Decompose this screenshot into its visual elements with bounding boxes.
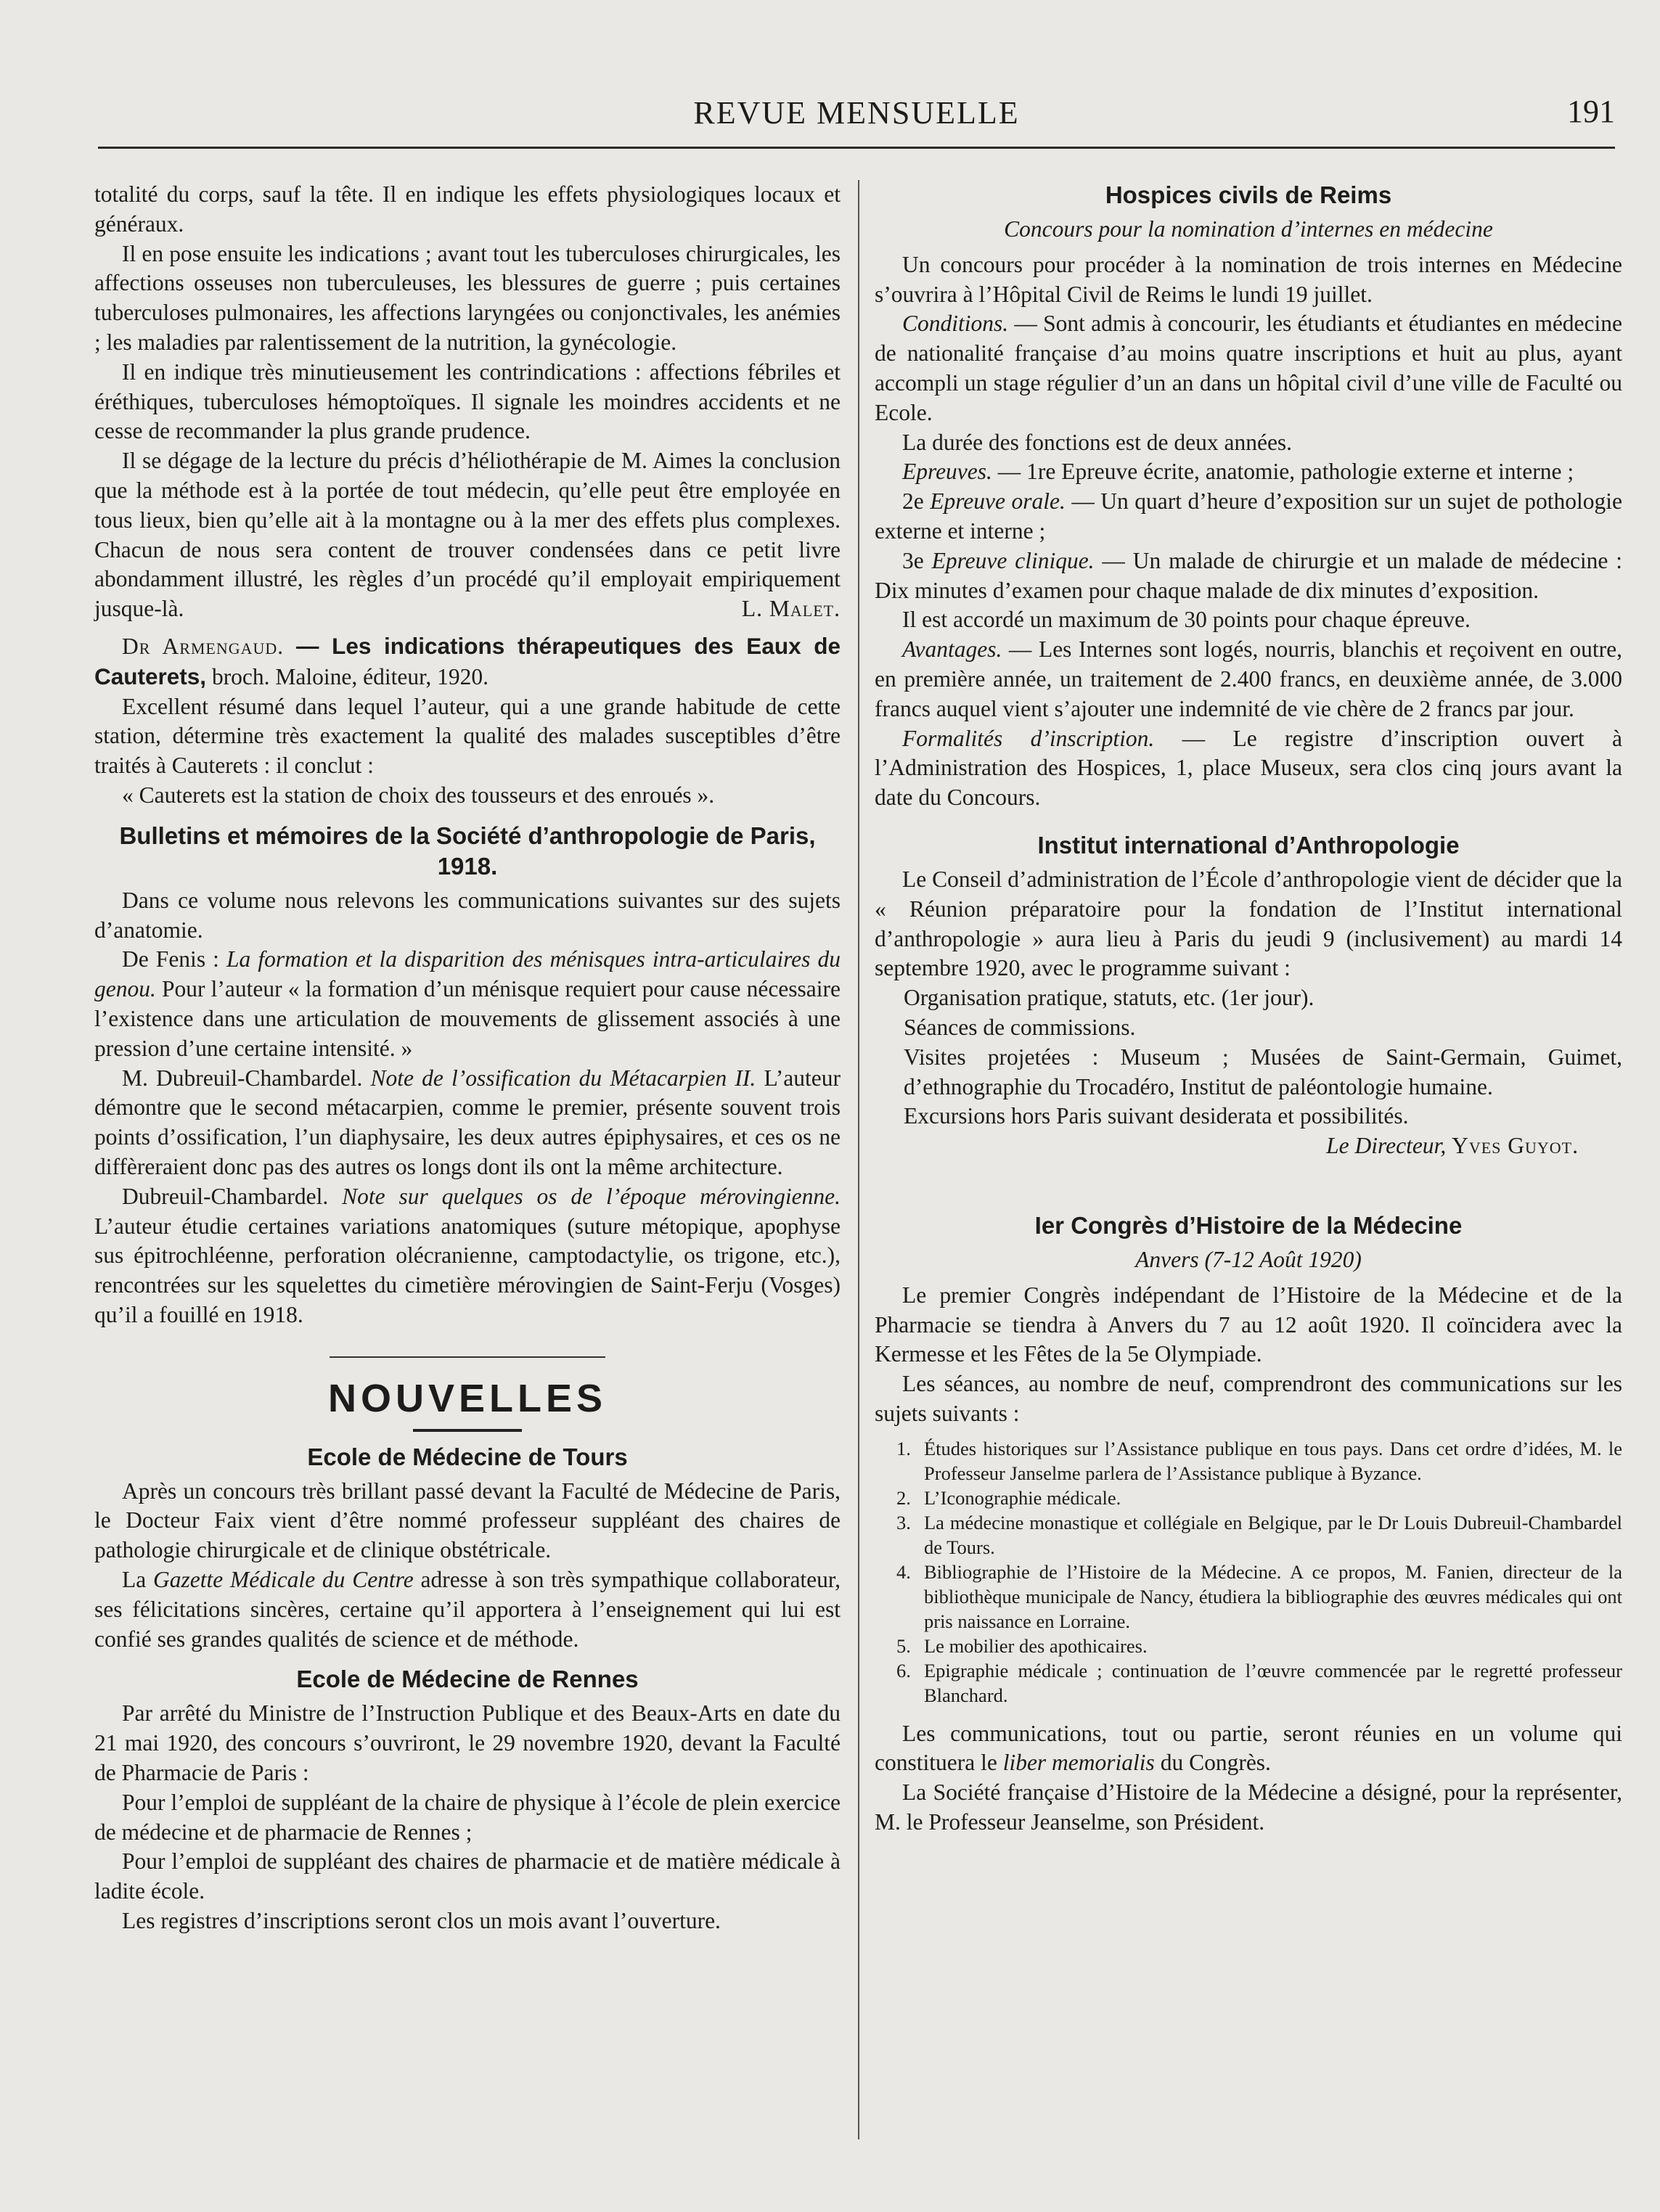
book-title: liber memorialis [1002, 1750, 1155, 1776]
communication-entry [94, 1064, 841, 1182]
section-subtitle: Anvers (7-12 Août 1920) [1135, 1246, 1362, 1272]
paragraph: Il est accordé un maximum de 30 points pour chaque épreuve. [902, 607, 1471, 633]
review-entry [94, 631, 841, 692]
divider-rule [413, 1429, 522, 1432]
paragraph: Le premier Congrès indépendant de l’Histoire de la Médecine et de la Pharmacie se tiendra à Anvers du 7 au 12 août 1920. Il coïncidera avec la Kermesse et les Fêtes de la 5e Olympiade. [875, 1282, 1622, 1367]
signature-role: Le Directeur, [1326, 1133, 1447, 1159]
paragraph: Il en pose ensuite les indications ; avant tout les tuberculoses chirurgicales, les affections osseuses non tuberculeuses, les blessures de guerre ; puis certaines tuberculoses pulmonaires, les affections laryngées ou conjonctivales, les anémies ; les maladies par ralentissement de la nutrition, la gynécologie. [94, 240, 841, 355]
paragraph: Pour l’emploi de suppléant de la chaire de physique à l’école de plein exercice de médecine et de pharmacie de Rennes ; [94, 1789, 841, 1845]
review-title: — Les indications thérapeutiques des Eaux de Cauterets, [94, 632, 841, 689]
program-item: Organisation pratique, statuts, etc. (1er jour). [904, 985, 1314, 1011]
header-rule [98, 147, 1615, 149]
paragraph: Le Conseil d’administration de l’École d’anthropologie vient de décider que la « Réunion préparatoire pour la fondation de l’Institut international d’anthropologie » aura lieu à Paris du jeudi 9 (inclusivement) au mardi 14 septembre 1920, avec le programme suivant : [875, 866, 1622, 981]
communication-author: De Fenis : [122, 946, 219, 972]
spacer [94, 624, 841, 631]
list-item [875, 1658, 1622, 1708]
paragraph [875, 724, 1622, 813]
section-heading: Ecole de Médecine de Rennes [296, 1666, 639, 1693]
paragraph [875, 1719, 1622, 1779]
paragraph [875, 635, 1622, 724]
paragraph: Dans ce volume nous relevons les communications suivantes sur des sujets d’anatomie. [94, 887, 841, 943]
paragraph-text: Les communications, tout ou partie, seront réunies en un volume qui constituera le [875, 1720, 1622, 1776]
ordinal: 2e [902, 488, 924, 515]
paragraph-text: — Un malade de chirurgie et un malade de médecine : Dix minutes d’examen pour chaque malade de dix minutes d’exposition. [875, 547, 1623, 603]
communication-text: L’auteur étudie certaines variations anatomiques (suture métopique, apophyse sus épitrochléenne, perforation olécranienne, camptodactylie, os trigone, etc.), rencontrées sur les squelettes du cimetière mérovingien de Saint-Ferju (Vosges) qu’il a fouillé en 1918. [94, 1213, 841, 1327]
program-item: Visites projetées : Museum ; Musées de Saint-Germain, Guimet, d’ethnographie du Trocadéro, Institut de paléontologie humaine. [904, 1044, 1622, 1099]
program-item: Séances de commissions. [904, 1014, 1136, 1040]
nouvelles-heading: NOUVELLES [327, 1376, 608, 1420]
paragraph [94, 446, 841, 624]
ordinal: 3e [902, 547, 924, 573]
paragraph: totalité du corps, sauf la tête. Il en indique les effets physiologiques locaux et généraux. [94, 181, 841, 237]
paragraph: Les registres d’inscriptions seront clos un mois avant l’ouverture. [122, 1908, 721, 1934]
communication-text: L’auteur démontre que le second métacarpien, comme le premier, présente souvent trois points d’ossification, l’un diaphysaire, les deux autres épiphysaires, et ces os ne diffèreraient donc pas des autres os longs dont ils ont la même architecture. [94, 1065, 841, 1179]
left-column [94, 180, 841, 1936]
section-heading: Hospices civils de Reims [1105, 181, 1392, 208]
congress-topics-list [875, 1436, 1622, 1708]
paragraph-text: — 1re Epreuve écrite, anatomie, pathologie externe et interne ; [997, 459, 1574, 485]
list-item-text: Études historiques sur l’Assistance publique en tous pays. Dans cet ordre d’idées, M. le Professeur Janselme parlera de l’Assistance publique à Byzance. [924, 1437, 1622, 1484]
list-item-text: Le mobilier des apothicaires. [924, 1634, 1148, 1657]
paragraph: La durée des fonctions est de deux années. [902, 429, 1293, 455]
paragraph-text: — Le registre d’inscription ouvert à l’Administration des Hospices, 1, place Museux, sera clos cinq jours avant la date du Concours. [875, 725, 1622, 811]
paragraph-text: La [122, 1567, 147, 1593]
list-number: 3. [896, 1511, 911, 1533]
label: Conditions. [902, 311, 1009, 337]
divider-rule [330, 1356, 605, 1358]
list-item-text: La médecine monastique et collégiale en Belgique, par le Dr Louis Dubreuil-Chambardel de Tours. [924, 1511, 1622, 1558]
communication-entry [94, 1182, 841, 1330]
paragraph: Excellent résumé dans lequel l’auteur, qui a une grande habitude de cette station, détermine très exactement la qualité des malades susceptibles d’être traités à Cauterets : il conclut : [94, 693, 841, 779]
paragraph: Pour l’emploi de suppléant des chaires de pharmacie et de matière médicale à ladite école. [94, 1848, 841, 1904]
review-publisher: broch. Maloine, éditeur, 1920. [211, 663, 488, 689]
paragraph: Après un concours très brillant passé devant la Faculté de Médecine de Paris, le Docteur Faix vient d’être nommé professeur suppléant des chaires de pathologie chirurgicale et de clinique obstétricale. [94, 1478, 841, 1563]
communication-text: Pour l’auteur « la formation d’un ménisque requiert pour cause nécessaire l’existence dans une articulation de mouvements de glissement associés à une pression d’une certaine intensité. » [94, 976, 841, 1061]
section-heading: Institut international d’Anthropologie [1037, 831, 1460, 859]
paragraph-text: du Congrès. [1160, 1750, 1271, 1776]
signature: L. Malet. [741, 596, 841, 622]
list-item-text: L’Iconographie médicale. [924, 1486, 1121, 1509]
spacer [875, 1161, 1622, 1200]
list-item-text: Epigraphie médicale ; continuation de l’œuvre commencée par le regretté professeur Blanchard. [924, 1659, 1622, 1706]
paragraph-text: Il se dégage de la lecture du précis d’héliothérapie de M. Aimes la conclusion que la méthode est à la portée de tout médecin, qu’elle peut être employée en tous lieux, bien qu’elle ait à la montagne ou à la mer des effets plus complexes. Chacun de nous sera content de trouver condensées dans ce petit livre abondamment illustré, les règles d’un procédé qu’il employait empiriquement jusque-là. [94, 448, 841, 622]
list-number: 4. [896, 1560, 911, 1583]
nouvelles-block [94, 1356, 841, 1432]
page-header [98, 87, 1615, 152]
review-author: Dr Armengaud. [122, 633, 285, 659]
list-item [875, 1510, 1622, 1560]
paragraph-text: adresse à son très sympathique collaborateur, ses félicitations sincères, certaine qu’il apportera à l’enseignement qui lui est confié ses grandes qualités de science et de méthode. [94, 1567, 841, 1652]
list-item [875, 1436, 1622, 1486]
paragraph [875, 546, 1622, 606]
paragraph [875, 487, 1622, 546]
list-item [875, 1560, 1622, 1634]
communication-title: Note de l’ossification du Métacarpien II. [370, 1065, 756, 1091]
section-heading: Ecole de Médecine de Tours [307, 1443, 628, 1470]
list-number: 5. [896, 1634, 911, 1657]
spacer [875, 813, 1622, 820]
list-number: 6. [896, 1659, 911, 1681]
column-divider [858, 180, 859, 2139]
section-heading: Ier Congrès d’Histoire de la Médecine [1034, 1211, 1463, 1239]
paragraph-text: — Les Internes sont logés, nourris, blanchis et reçoivent en outre, en première année, un traitement de 2.400 francs, en deuxième année, de 3.000 francs auquel vient s’ajouter une indemnité de vie chère de 2 francs par jour. [875, 636, 1622, 721]
communication-author: Dubreuil-Chambardel. [122, 1183, 329, 1209]
paragraph: Un concours pour procéder à la nomination de trois internes en Médecine s’ouvrira à l’Hôpital Civil de Reims le lundi 19 juillet. [875, 251, 1622, 307]
right-column [875, 180, 1622, 1838]
running-title: REVUE MENSUELLE [693, 95, 1020, 131]
paragraph: Par arrêté du Ministre de l’Instruction Publique et des Beaux-Arts en date du 21 mai 1920, des concours s’ouvriront, le 29 novembre 1920, devant la Faculté de Pharmacie de Paris : [94, 1700, 841, 1786]
paragraph: Il en indique très minutieusement les contrindications : affections fébriles et éréthiques, tuberculoses hémoptoïques. Il signale les moindres accidents et ne cesse de recommander la plus grande prudence. [94, 359, 841, 444]
page-number: 191 [1567, 94, 1615, 129]
signature-name: Yves Guyot. [1452, 1133, 1579, 1159]
label: Epreuve orale. [930, 488, 1066, 515]
signature [875, 1131, 1622, 1161]
program-list [904, 983, 1622, 1131]
quote: « Cauterets est la station de choix des tousseurs et des enroués ». [122, 782, 715, 808]
program-item: Excursions hors Paris suivant desiderata et possibilités. [904, 1103, 1409, 1129]
communication-author: M. Dubreuil-Chambardel. [122, 1065, 363, 1091]
label: Avantages. [902, 636, 1002, 663]
journal-title: Gazette Médicale du Centre [153, 1567, 414, 1593]
list-number: 2. [896, 1486, 911, 1509]
paragraph-text: — Un quart d’heure d’exposition sur un sujet de pothologie externe et interne ; [875, 488, 1622, 544]
list-item [875, 1634, 1622, 1658]
label: Epreuves. [902, 459, 992, 485]
paragraph: La Société française d’Histoire de la Médecine a désigné, pour la représenter, M. le Professeur Jeanselme, son Président. [875, 1779, 1622, 1835]
paragraph [875, 457, 1622, 487]
communication-entry [94, 945, 841, 1063]
label: Formalités d’inscription. [902, 725, 1155, 751]
list-number: 1. [896, 1437, 911, 1459]
section-subtitle: Concours pour la nomination d’internes en médecine [1004, 216, 1493, 242]
section-heading: Bulletins et mémoires de la Société d’anthropologie de Paris, 1918. [119, 822, 816, 880]
paragraph [875, 309, 1622, 427]
paragraph-text: — Sont admis à concourir, les étudiants et étudiantes en médecine de nationalité française d’au moins quatre inscriptions et huit au plus, ayant accompli un stage régulier d’un an dans un hôpital civil d’une ville de Faculté ou Ecole. [875, 311, 1623, 425]
paragraph [94, 1565, 841, 1654]
paragraph: Les séances, au nombre de neuf, comprendront des communications sur les sujets suivants : [875, 1371, 1622, 1426]
communication-title: Note sur quelques os de l’époque mérovingienne. [342, 1183, 841, 1209]
label: Epreuve clinique. [931, 547, 1095, 573]
list-item-text: Bibliographie de l’Histoire de la Médecine. A ce propos, M. Fanien, directeur de la bibliothèque municipale de Nancy, étudiera la bibliographie des œuvres médicales qui ont pris naissance en Lorraine. [924, 1560, 1622, 1632]
list-item [875, 1486, 1622, 1510]
communication-title: La formation et la disparition des ménisques intra-articulaires du genou. [94, 946, 841, 1002]
